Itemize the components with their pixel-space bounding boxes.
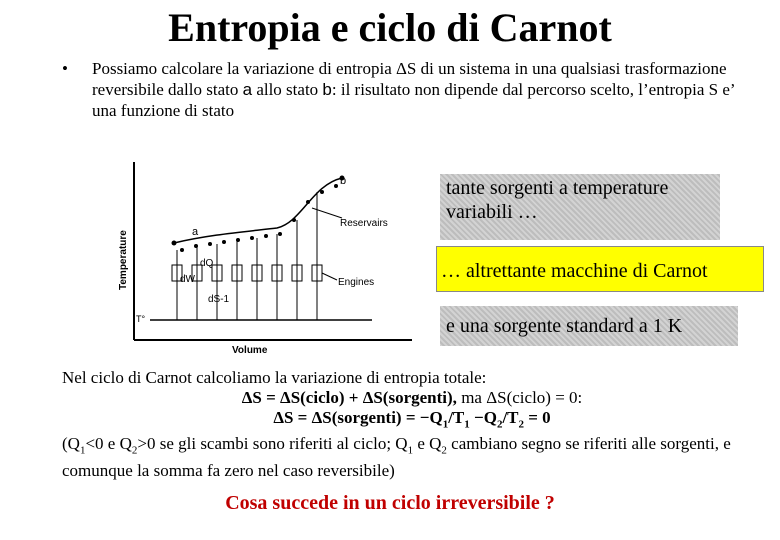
box-sorgenti: tante sorgenti a temperature variabili … — [440, 174, 720, 240]
reservoir-dot — [208, 242, 212, 246]
reservoirs-label: Reservairs — [340, 218, 388, 229]
reservoir-dot — [264, 234, 268, 238]
main-line-4 — [62, 434, 762, 480]
bullet-dot: • — [62, 59, 68, 78]
eq-part: /T — [448, 408, 465, 427]
reservoir-dots — [180, 184, 338, 252]
reservoir-dot — [306, 200, 310, 204]
state-b: b — [322, 80, 332, 99]
note-part: cambiano segno se riferiti alle sorgenti, e comunque la somma fa zero nel caso reversibile) — [62, 434, 731, 480]
note-part: e Q — [413, 434, 442, 454]
point-b-label: b — [340, 175, 347, 187]
eq-part: ΔS = ΔS(sorgenti) = −Q — [273, 408, 443, 427]
entropy-cycle: ma ΔS(ciclo) = 0: — [456, 388, 583, 407]
note-sub: 2 — [441, 444, 447, 457]
engines-label: Engines — [338, 277, 375, 288]
reservoir-dot — [250, 236, 254, 240]
eq-part: −Q — [469, 408, 497, 427]
note-sub: 2 — [131, 444, 138, 457]
page-title: Entropia e ciclo di Carnot — [168, 5, 612, 50]
box-macchine: … altrettante macchine di Carnot — [436, 246, 764, 292]
entropy-sources-equation — [273, 408, 551, 431]
entropy-sum: ΔS = ΔS(ciclo) + ΔS(sorgenti), — [241, 388, 457, 407]
box-sorgente-standard: e una sorgente standard a 1 K — [440, 306, 738, 346]
x-axis-label: Volume — [232, 345, 268, 355]
reservoir-dot — [180, 248, 184, 252]
note-sub: 1 — [407, 444, 414, 457]
bullet-part1: Possiamo calcolare la variazione di entropia ΔS di un sistema in una qualsiasi trasformazione reversibile dallo stato — [92, 59, 727, 99]
bullet-part3: : il risultato non dipende dal percorso scelto, l’entropia S e’ una funzione di stato — [92, 80, 735, 120]
main-text — [62, 368, 762, 481]
reservoir-dot — [334, 184, 338, 188]
engine-lines — [177, 192, 317, 320]
state-a: a — [242, 80, 253, 99]
note-sub: 1 — [79, 444, 86, 457]
t0-label: T° — [136, 314, 146, 324]
carnot-diagram — [112, 140, 442, 355]
note-part: <0 e Q — [85, 434, 132, 454]
bullet-text — [92, 58, 762, 121]
eq-sub: 1 — [442, 418, 449, 431]
ds-label: dS-1 — [208, 294, 230, 305]
eq-part: /T — [502, 408, 519, 427]
eq-sub: 2 — [518, 418, 524, 431]
main-line-2 — [62, 388, 762, 408]
note-part: (Q — [62, 434, 80, 454]
dq-label: dQ — [200, 258, 214, 269]
eq-sub: 2 — [496, 418, 503, 431]
point-a — [172, 241, 177, 246]
main-line-3 — [62, 408, 762, 434]
reservoir-dot — [278, 232, 282, 236]
reservoir-dot — [222, 240, 226, 244]
bullet-part2: allo stato — [252, 80, 323, 99]
reservoir-dot — [292, 218, 296, 222]
eq-part: = 0 — [524, 408, 551, 427]
main-line-1: Nel ciclo di Carnot calcoliamo la variazione di entropia totale: — [62, 368, 487, 387]
dw-label: dW — [180, 274, 195, 285]
question-text: Cosa succede in un ciclo irreversibile ? — [225, 492, 555, 514]
note-part: >0 se gli scambi sono riferiti al ciclo; Q — [137, 434, 408, 454]
y-axis-label: Temperature — [118, 230, 129, 290]
eq-sub: 1 — [464, 418, 470, 431]
engines-pointer — [322, 273, 337, 280]
point-a-label: a — [192, 226, 199, 238]
reservoir-dot — [320, 190, 324, 194]
